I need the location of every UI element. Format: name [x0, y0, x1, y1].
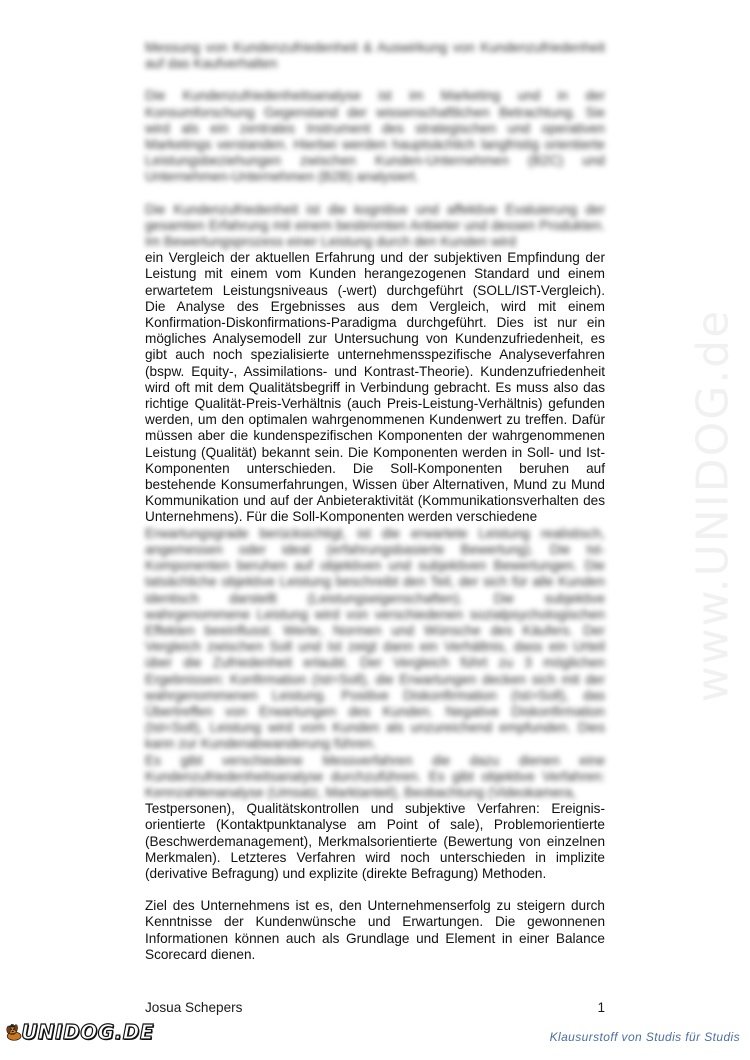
paragraph-intro: Die Kundenzufriedenheitsanalyse ist im Marketing und in der Konsumforschung Gegenstand der wissenschaftlichen Betrachtung. Sie wird als ein zentrales Instrument des strategischen und operativen Marketings verstanden. Hierbei werden hauptsächlich langfristig orientierte Leistungsbeziehungen zwischen Kunden-Unternehmen (B2C) und Unternehmen-Unternehmen (B2B) analysiert. — [145, 88, 605, 185]
page-footer — [145, 1000, 605, 1015]
paragraph-methods — [145, 753, 605, 883]
tagline: Klausurstoff von Studis für Studis — [549, 1030, 740, 1044]
paragraph-satisfaction-visible: ein Vergleich der aktuellen Erfahrung und der subjektiven Empfindung der Leistung mit einem vom Kunden herangezogenen Standard und einem erwartetem Leistungsniveaus (-wert) durchgeführt (SOLL/IST-Vergleich). Die Analyse des Ergebnisses aus dem Vergleich, wird mit einem Konfirmation-Diskonfirmations-Paradigma durchgeführt. Dies ist nur ein mögliches Analysemodell zur Untersuchung von Kundenzufriedenheit, es gibt auch noch spezialisierte unternehmensspezifische Analyseverfahren (bspw. Equity-, Assimilations- und Kontrast-Theorie). Kundenzufriedenheit wird oft mit dem Qualitätsbegriff in Verbindung gebracht. Es muss also das richtige Qualität-Preis-Verhältnis (auch Preis-Leistung-Verhältnis) gefunden werden, um den optimalen wahrgenommenen Kundenwert zu treffen. Dafür müssen aber die kundenspezifischen Komponenten der wahrgenommenen Leistung (Qualität) bekannt sein. Die Komponenten werden in Soll- und Ist-Komponenten unterschieden. Die Soll-Komponenten beruhen auf bestehende Konsumerfahrungen, Wissen über Alternativen, Mund zu Mund Kommunikation und auf der Anbieteraktivität (Kommunikationsverhalten des Unternehmens). Für die Soll-Komponenten werden verschiedene — [145, 250, 605, 525]
watermark-text: www.UNIDOG.de — [687, 308, 739, 702]
unidog-logo[interactable] — [4, 1011, 154, 1053]
paragraph-methods-blurred: Es gibt verschiedene Messverfahren die dazu dienen eine Kundenzufriedenheitsanalyse durchzuführen. Es gibt objektive Verfahren: Kennzahlenanalyse (Umsatz, Marktanteil), Beobachtung (Videokamera, — [145, 752, 605, 800]
paragraph-goal: Ziel des Unternehmens ist es, den Unternehmenserfolg zu steigern durch Kenntnisse der Kundenwünsche und Erwartungen. Die gewonnenen Informationen können auch als Grundlage und Element in einer Balance Scorecard dienen. — [145, 898, 605, 962]
document-title: Messung von Kundenzufriedenheit & Auswirkung von Kundenzufriedenheit auf das Kaufverhalten — [145, 40, 605, 72]
footer-author: Josua Schepers — [145, 1000, 243, 1015]
footer-page-number: 1 — [597, 1000, 605, 1015]
paragraph-satisfaction-blurred-end: Erwartungsgrade berücksichtigt, ist die erwartete Leistung realistisch, angemessen oder ideal (erfahrungsbasierte Bewertung). Die Ist-Komponenten beruhen auf objektiven und subjektiven Bewertungen. Die tatsächliche objektive Leistung beschreibt den Teil, der sich für alle Kunden identisch darstellt (Leistungseigenschaften). Die subjektive wahrgenommene Leistung wird von verschiedenen sozialpsychologischen Effekten beeinflusst. Werte, Normen und Wünsche des Käufers. Der Vergleich zwischen Soll und Ist zeigt dann ein Verhältnis, dass ein Urteil über die Zufriedenheit erlaubt. Der Vergleich führt zu 3 möglichen Ergebnissen: Konfirmation (Ist=Soll), die Erwartungen decken sich mit der wahrgenommenen Leistung. Positive Diskonfirmation (Ist>Soll), das Übertreffen von Erwartungen des Kunden. Negative Diskonfirmation (Ist<Soll), Leistung wird vom Kunden als unzureichend empfunden. Dies kann zur Kundenabwanderung führen. — [145, 525, 605, 752]
paragraph-satisfaction — [145, 202, 605, 753]
logo-text: UNIDOG.DE — [21, 1020, 154, 1044]
paragraph-methods-visible: Testpersonen), Qualitätskontrollen und subjektive Verfahren: Ereignis-orientierte (Kontaktpunktanalyse am Point of sale), Problemorientierte (Beschwerdemanagement), Merkmalsorientierte (Bewertung von einzelnen Merkmalen). Letzteres Verfahren wird noch unterschieden in implizite (derivative Befragung) und explizite (direkte Befragung) Methoden. — [145, 801, 605, 881]
document-body — [145, 40, 605, 963]
paragraph-satisfaction-blurred-start: Die Kundenzufriedenheit ist die kognitive und affektive Evaluierung der gesamten Erfahrung mit einem bestimmten Anbieter und dessen Produkten. Im Bewertungsprozess einer Leistung durch den Kunden wird — [145, 201, 605, 250]
watermark — [683, 270, 743, 740]
